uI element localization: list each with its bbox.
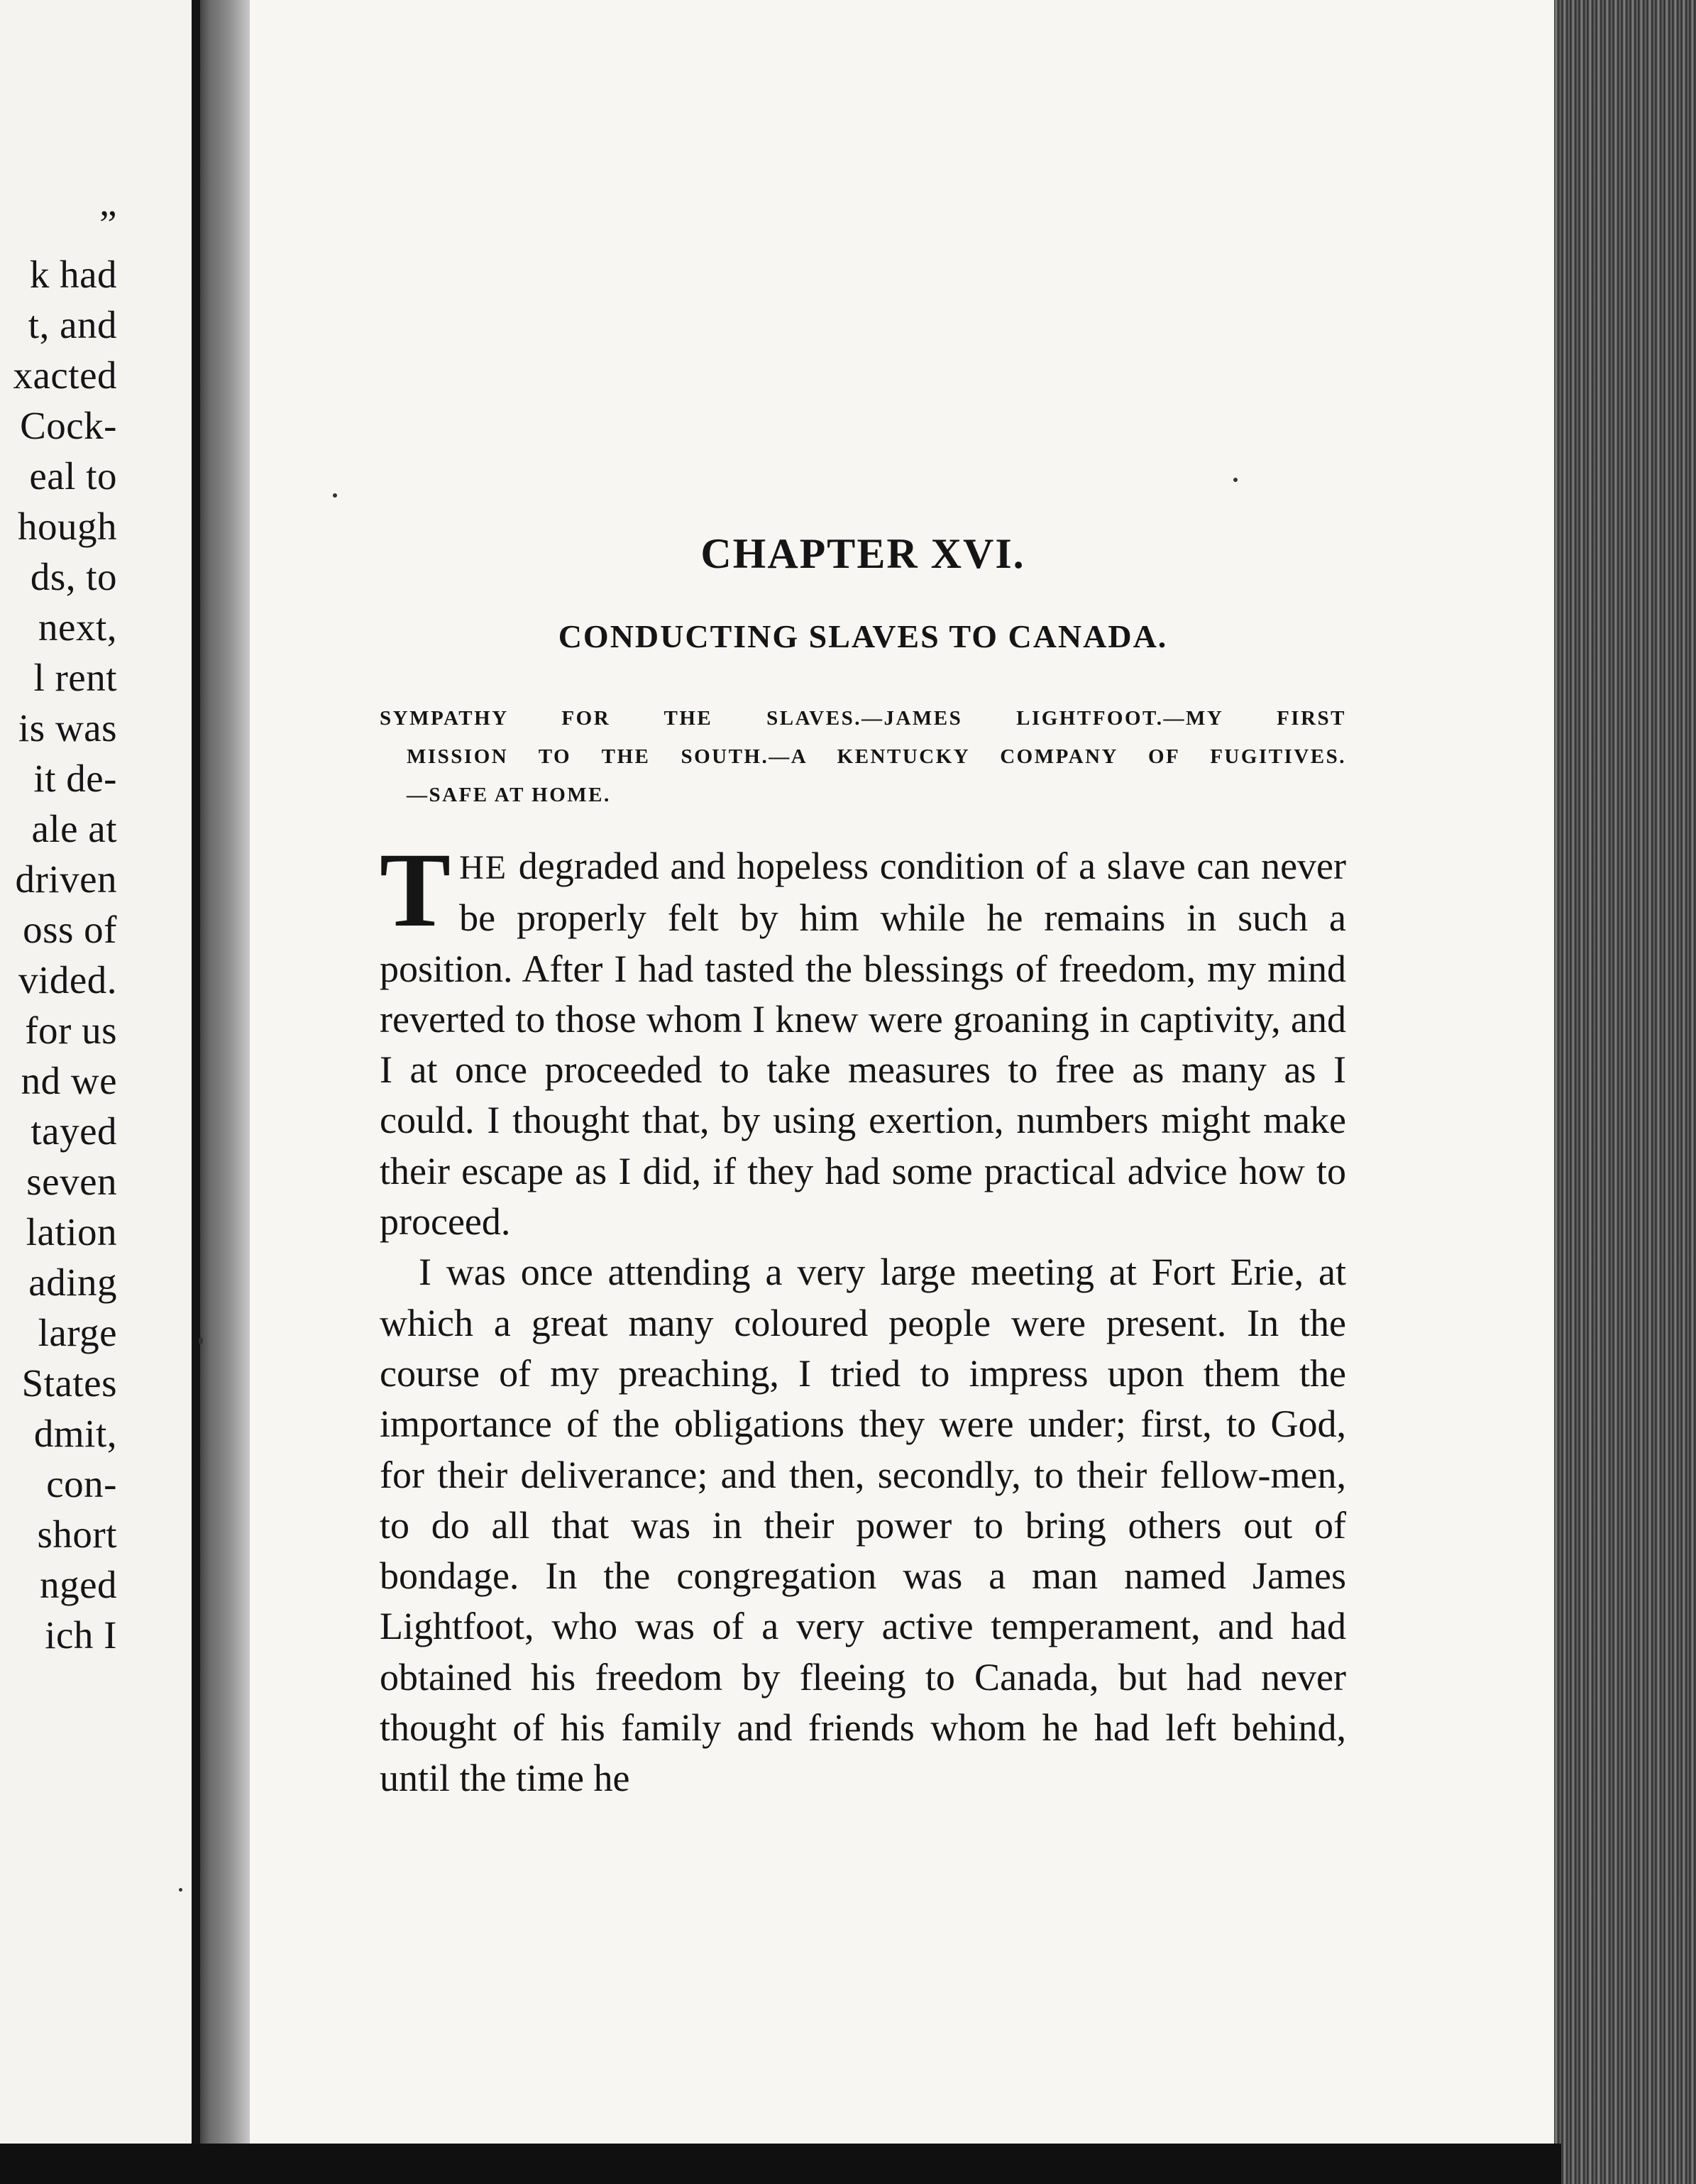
synopsis-line: —SAFE AT HOME. [407, 784, 611, 806]
chapter-subtitle: CONDUCTING SLAVES TO CANADA. [558, 618, 1168, 654]
facing-line: ale at [31, 807, 117, 850]
facing-line: seven [26, 1160, 117, 1203]
facing-line: ading [28, 1261, 117, 1304]
facing-line: driven [15, 857, 117, 901]
facing-line: vided. [18, 958, 117, 1002]
facing-line: nd we [21, 1059, 117, 1102]
book-gutter [195, 0, 252, 2144]
paper-speck [199, 1337, 203, 1344]
facing-line: short [37, 1513, 117, 1556]
facing-line: large [38, 1311, 117, 1354]
facing-line: dmit, [33, 1412, 117, 1455]
facing-line: next, [38, 605, 117, 649]
drop-cap: T [380, 831, 451, 949]
gutter-shadow [192, 0, 200, 2144]
book-page-edges [1554, 0, 1696, 2184]
facing-line: Cock- [20, 404, 117, 447]
paragraph-text: degraded and hopeless condition of a slave can never be properly felt by him while he remains in such a position. After I had tasted the blessings of freedom, my mind reverted to those whom I knew were groaning in captivity, and I at once proceeded to take measures to free as many as I could. I thought that, by using exertion, numbers might make their escape as I did, if they had some practical advice how to proceed. [380, 845, 1346, 1244]
facing-line: for us [25, 1009, 117, 1052]
facing-line: ds, to [30, 555, 117, 598]
paper-speck [1233, 478, 1238, 482]
facing-line: ” [99, 202, 117, 246]
facing-line: lation [26, 1210, 117, 1253]
facing-page [0, 0, 195, 2144]
facing-line: is was [18, 706, 117, 750]
paper-speck [333, 493, 337, 498]
facing-page-text [0, 199, 117, 1660]
paper-speck [179, 1888, 182, 1892]
paragraph: I was once attending a very large meeting at Fort Erie, at which a great many coloured people were present. In the course of my preaching, I tried to impress upon them the importance of the obligations they were under; first, to God, for their deliverance; and then, secondly, to their fellow-men, to do all that was in their power to bring others out of bondage. In the congregation was a man named James Lightfoot, who was of a very active temperament, and had obtained his freedom by fleeing to Canada, but had never thought of his family and friends whom he had left behind, until the time he [380, 1251, 1346, 1800]
facing-line: l rent [33, 656, 117, 699]
synopsis-line: MISSION TO THE SOUTH.—A KENTUCKY COMPANY OF FUGITIVES. [407, 745, 1346, 768]
facing-line: States [21, 1361, 117, 1405]
facing-line: it de- [33, 757, 117, 800]
synopsis-line: SYMPATHY FOR THE SLAVES.—JAMES LIGHTFOOT.—MY FIRST [380, 707, 1346, 730]
facing-line: t, and [28, 303, 117, 346]
body-text [380, 831, 1346, 1804]
facing-line: eal to [29, 454, 117, 498]
paragraph [380, 831, 1346, 1247]
opening-smallcaps: HE [459, 849, 508, 887]
facing-line: nged [40, 1563, 117, 1606]
chapter-title: CHAPTER XVI. [700, 530, 1025, 577]
chapter-synopsis [380, 699, 1346, 814]
facing-line: k had [29, 253, 117, 296]
facing-line: con- [46, 1462, 117, 1505]
bottom-shadow [0, 2144, 1561, 2184]
facing-line: ich I [45, 1613, 117, 1657]
facing-line: oss of [23, 908, 117, 951]
facing-line: xacted [13, 353, 117, 397]
facing-line: tayed [31, 1109, 117, 1153]
facing-line: hough [18, 505, 117, 548]
